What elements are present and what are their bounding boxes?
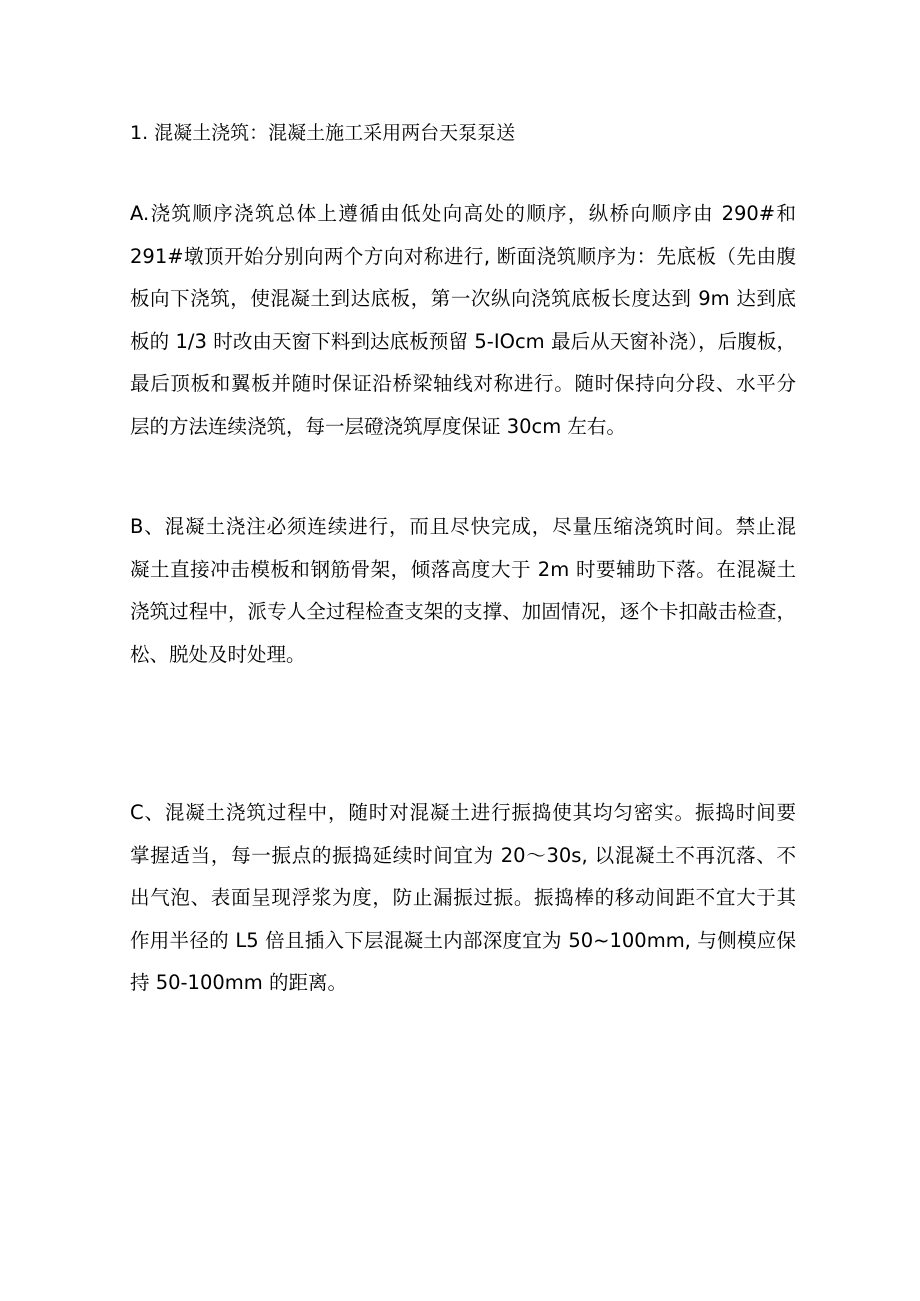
paragraph-line: 最后顶板和翼板并随时保证沿桥梁轴线对称进行。随时保持向分段、水平分 [130, 372, 796, 396]
paragraph-line: 层的方法连续浇筑，每一层磴浇筑厚度保证 30cm 左右。 [130, 414, 626, 438]
paragraph-line: 凝土直接冲击模板和钢筋骨架，倾落高度大于 2m 时要辅助下落。在混凝土 [130, 557, 796, 581]
paragraph-line: C、混凝土浇筑过程中，随时对混凝土进行振捣使其均匀密实。振捣时间要 [130, 801, 796, 824]
paragraph-line: 板向下浇筑，使混凝土到达底板，第一次纵向浇筑底板长度达到 9m 达到底 [130, 287, 796, 311]
paragraph-b [130, 506, 796, 676]
section-heading: 1. 混凝土浇筑：混凝土施工采用两台天泵泵送 [130, 122, 516, 144]
paragraph-c [130, 792, 796, 1005]
paragraph-a [130, 193, 796, 449]
paragraph-line: 作用半径的 L5 倍且插入下层混凝土内部深度宜为 50~100mm, 与侧模应保 [130, 928, 796, 952]
paragraph-line: A.浇筑顺序浇筑总体上遵循由低处向高处的顺序，纵桥向顺序由 290#和 [130, 202, 796, 225]
paragraph-line: 持 50-100mm 的距离。 [130, 971, 347, 995]
paragraph-line: 出气泡、表面呈现浮浆为度，防止漏振过振。振捣棒的移动间距不宜大于其 [130, 886, 796, 910]
paragraph-line: 浇筑过程中，派专人全过程检查支架的支撑、加固情况，逐个卡扣敲击检查， [130, 600, 796, 624]
paragraph-line: 掌握适当，每一振点的振捣延续时间宜为 20～30s, 以混凝土不再沉落、不 [130, 843, 796, 867]
paragraph-line: 松、脱处及时处理。 [130, 642, 306, 666]
paragraph-line: 板的 1/3 时改由天窗下料到达底板预留 5-IOcm 最后从天窗补浇），后腹板， [130, 329, 796, 353]
paragraph-line: B、混凝土浇注必须连续进行，而且尽快完成，尽量压缩浇筑时间。禁止混 [130, 515, 796, 538]
paragraph-line: 291#墩顶开始分别向两个方向对称进行, 断面浇筑顺序为：先底板（先由腹 [130, 244, 796, 268]
